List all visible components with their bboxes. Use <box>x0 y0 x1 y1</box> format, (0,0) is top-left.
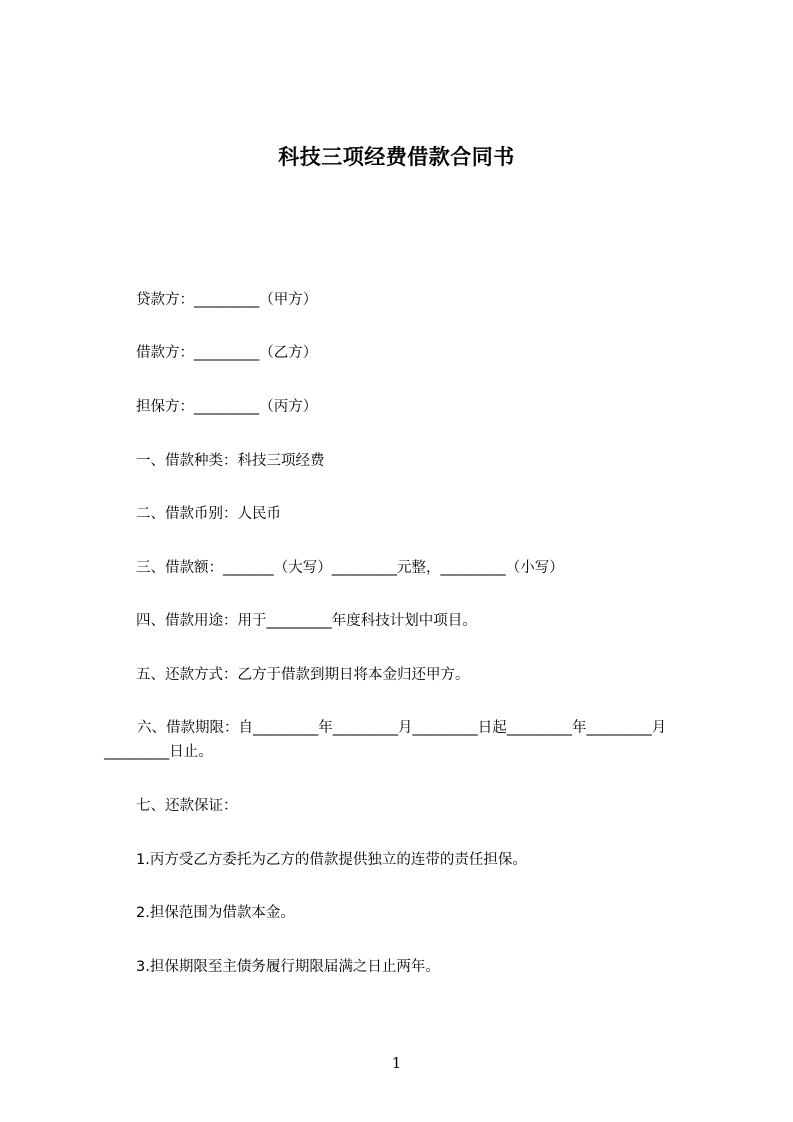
guarantee-item-1: 1.丙方受乙方委托为乙方的借款提供独立的连带的责任担保。 <box>136 852 527 868</box>
document-title: 科技三项经费借款合同书 <box>278 145 515 169</box>
page-number: 1 <box>391 1054 402 1072</box>
lender-line: 贷款方：_________（甲方） <box>136 292 318 308</box>
guarantor-line: 担保方：_________（丙方） <box>136 399 318 415</box>
guarantee-item-3: 3.担保期限至主债务履行期限届满之日止两年。 <box>136 959 440 975</box>
clause-loan-purpose: 四、借款用途：用于_________年度科技计划中项目。 <box>136 613 477 629</box>
clause-repayment-method: 五、还款方式：乙方于借款到期日将本金归还甲方。 <box>136 667 470 683</box>
clause-currency: 二、借款币别：人民币 <box>136 506 281 522</box>
clause-repayment-guarantee: 七、还款保证： <box>136 798 238 814</box>
guarantee-item-2: 2.担保范围为借款本金。 <box>136 905 295 921</box>
clause-loan-amount: 三、借款额：_______（大写）_________元整，_________（小写） <box>136 560 564 576</box>
clause-loan-type: 一、借款种类：科技三项经费 <box>136 453 325 469</box>
clause-loan-term: 六、借款期限：自_________年_________月_________日起_________年_________月_________日止。 <box>104 720 667 760</box>
borrower-line: 借款方：_________（乙方） <box>136 345 318 361</box>
